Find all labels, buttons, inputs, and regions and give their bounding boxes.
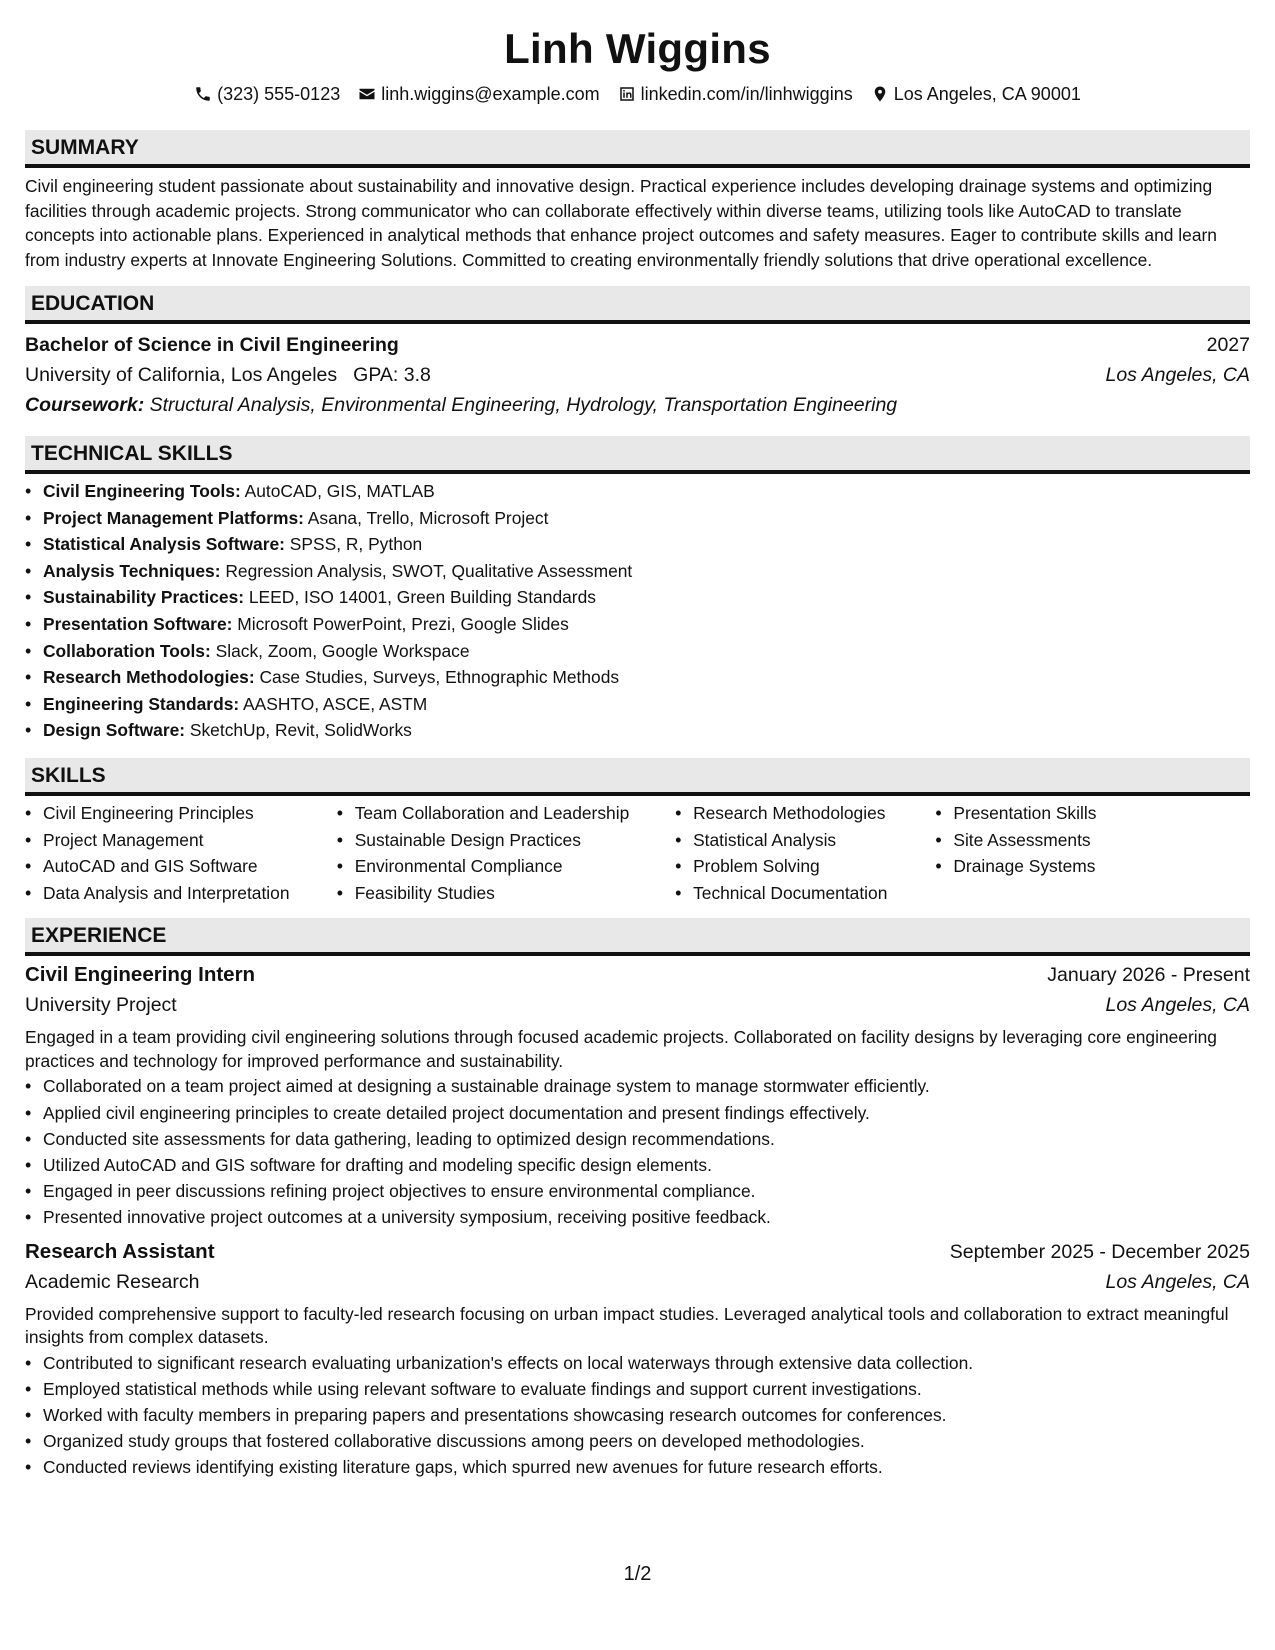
job-org: University Project [25, 994, 177, 1017]
job-dates: January 2026 - Present [1047, 964, 1250, 987]
job-dates: September 2025 - December 2025 [949, 1240, 1250, 1263]
list-item: • Collaboration Tools: Slack, Zoom, Google Workspace [43, 638, 1250, 665]
list-item: • Civil Engineering Tools: AutoCAD, GIS, MATLAB [43, 478, 1250, 505]
list-item: • Presentation Skills [953, 800, 1250, 827]
school-location: Los Angeles, CA [1105, 364, 1250, 386]
job-location: Los Angeles, CA [1105, 994, 1250, 1017]
skills-grid [25, 800, 1250, 906]
list-item: • Civil Engineering Principles [43, 800, 337, 827]
list-item: • Problem Solving [693, 853, 935, 880]
school-name: University of California, Los Angeles [25, 364, 338, 386]
summary-heading: SUMMARY [25, 130, 1250, 168]
list-item: • Statistical Analysis Software: SPSS, R, Python [43, 531, 1250, 558]
list-item: • Environmental Compliance [355, 853, 675, 880]
list-item: • Engineering Standards: AASHTO, ASCE, ASTM [43, 691, 1250, 718]
coursework [25, 390, 1250, 420]
list-item: • Contributed to significant research evaluating urbanization's effects on local waterways through extensive data collection. [43, 1350, 1250, 1376]
map-pin-icon [871, 85, 889, 103]
coursework-list: Structural Analysis, Environmental Engineering, Hydrology, Transportation Engineering [149, 394, 898, 416]
list-item: • Worked with faculty members in preparing papers and presentations showcasing research outcomes for conferences. [43, 1402, 1250, 1428]
job-entry [25, 1237, 1250, 1481]
education-degree-row [25, 330, 1250, 360]
contact-phone [194, 84, 340, 105]
summary-text: Civil engineering student passionate about sustainability and innovative design. Practical experience includes developing drainage systems and optimizing facilities through academic projects. Strong communicator who can collaborate effectively within diverse teams, utilizing tools like AutoCAD to translate concepts into actionable plans. Experienced in analytical methods that enhance project outcomes and safety measures. Eager to contribute skills and learn from industry experts at Innovate Engineering Solutions. Committed to creating environmentally friendly solutions that drive operational excellence. [25, 176, 1217, 270]
job-location: Los Angeles, CA [1105, 1270, 1250, 1293]
education-heading: EDUCATION [25, 286, 1250, 324]
list-item: • Sustainable Design Practices [355, 827, 675, 854]
technical-skills-list [25, 478, 1250, 744]
list-item: • Engaged in peer discussions refining project objectives to ensure environmental compliance. [43, 1178, 1250, 1204]
list-item: • Site Assessments [953, 827, 1250, 854]
list-item: • Organized study groups that fostered collaborative discussions among peers on developed methodologies. [43, 1428, 1250, 1454]
list-item: • Presentation Software: Microsoft PowerPoint, Prezi, Google Slides [43, 611, 1250, 638]
page-number: 1/2 [623, 1563, 652, 1585]
list-item: • Conducted site assessments for data gathering, leading to optimized design recommendations. [43, 1126, 1250, 1152]
list-item: • Project Management [43, 827, 337, 854]
job-entry [25, 960, 1250, 1230]
experience-heading: EXPERIENCE [25, 918, 1250, 956]
list-item: • Drainage Systems [953, 853, 1250, 880]
job-bullets [25, 1073, 1250, 1230]
job-bullets [25, 1350, 1250, 1481]
list-item: • Employed statistical methods while using relevant software to evaluate findings and support current investigations. [43, 1376, 1250, 1402]
contact-email[interactable] [358, 84, 599, 105]
phone-icon [194, 85, 212, 103]
contact-linkedin[interactable] [618, 84, 853, 105]
degree-title: Bachelor of Science in Civil Engineering [25, 334, 399, 356]
location-text: Los Angeles, CA 90001 [893, 83, 1081, 104]
resume-page [25, 20, 1250, 1481]
skills-column-1 [25, 800, 337, 906]
skills-heading: SKILLS [25, 758, 1250, 796]
list-item: • Team Collaboration and Leadership [355, 800, 675, 827]
list-item: • Data Analysis and Interpretation [43, 880, 337, 907]
job-description: Provided comprehensive support to faculty-led research focusing on urban impact studies. Leveraged analytical tools and collaboration to extract meaningful insights from complex datasets. [25, 1303, 1229, 1348]
job-title: Civil Engineering Intern [25, 963, 256, 987]
list-item: • Presented innovative project outcomes at a university symposium, receiving positive feedback. [43, 1204, 1250, 1230]
list-item: • Applied civil engineering principles to create detailed project documentation and present findings effectively. [43, 1100, 1250, 1126]
list-item: • Research Methodologies: Case Studies, Surveys, Ethnographic Methods [43, 664, 1250, 691]
skills-column-2 [337, 800, 675, 906]
coursework-label: Coursework: [25, 394, 145, 416]
job-description: Engaged in a team providing civil engineering solutions through focused academic projects. Collaborated on facility designs by leveraging core engineering practices and technology for improved performance and sustainability. [25, 1027, 1217, 1071]
list-item: • Design Software: SketchUp, Revit, SolidWorks [43, 717, 1250, 744]
list-item: • Analysis Techniques: Regression Analysis, SWOT, Qualitative Assessment [43, 558, 1250, 585]
list-item: • Sustainability Practices: LEED, ISO 14001, Green Building Standards [43, 584, 1250, 611]
list-item: • Feasibility Studies [355, 880, 675, 907]
skills-column-3 [675, 800, 935, 906]
list-item: • Conducted reviews identifying existing literature gaps, which spurred new avenues for future research efforts. [43, 1454, 1250, 1480]
skills-column-4 [935, 800, 1250, 906]
gpa: GPA: 3.8 [353, 364, 431, 386]
linkedin-icon [618, 85, 636, 103]
technical-skills-heading: TECHNICAL SKILLS [25, 436, 1250, 474]
phone-text: (323) 555-0123 [217, 83, 341, 104]
contact-location [871, 84, 1081, 105]
list-item: • Project Management Platforms: Asana, Trello, Microsoft Project [43, 505, 1250, 532]
linkedin-text[interactable]: linkedin.com/in/linhwiggins [640, 83, 853, 104]
job-title: Research Assistant [25, 1239, 215, 1263]
graduation-year: 2027 [1206, 334, 1250, 356]
list-item: • Utilized AutoCAD and GIS software for drafting and modeling specific design elements. [43, 1152, 1250, 1178]
education-school-row [25, 360, 1250, 390]
list-item: • AutoCAD and GIS Software [43, 853, 337, 880]
list-item: • Research Methodologies [693, 800, 935, 827]
contact-bar [25, 78, 1250, 110]
envelope-icon [358, 85, 376, 103]
job-org: Academic Research [25, 1270, 200, 1293]
list-item: • Technical Documentation [693, 880, 935, 907]
list-item: • Statistical Analysis [693, 827, 935, 854]
email-text[interactable]: linh.wiggins@example.com [381, 83, 600, 104]
list-item: • Collaborated on a team project aimed at designing a sustainable drainage system to manage stormwater efficiently. [43, 1073, 1250, 1099]
candidate-name: Linh Wiggins [504, 25, 771, 72]
